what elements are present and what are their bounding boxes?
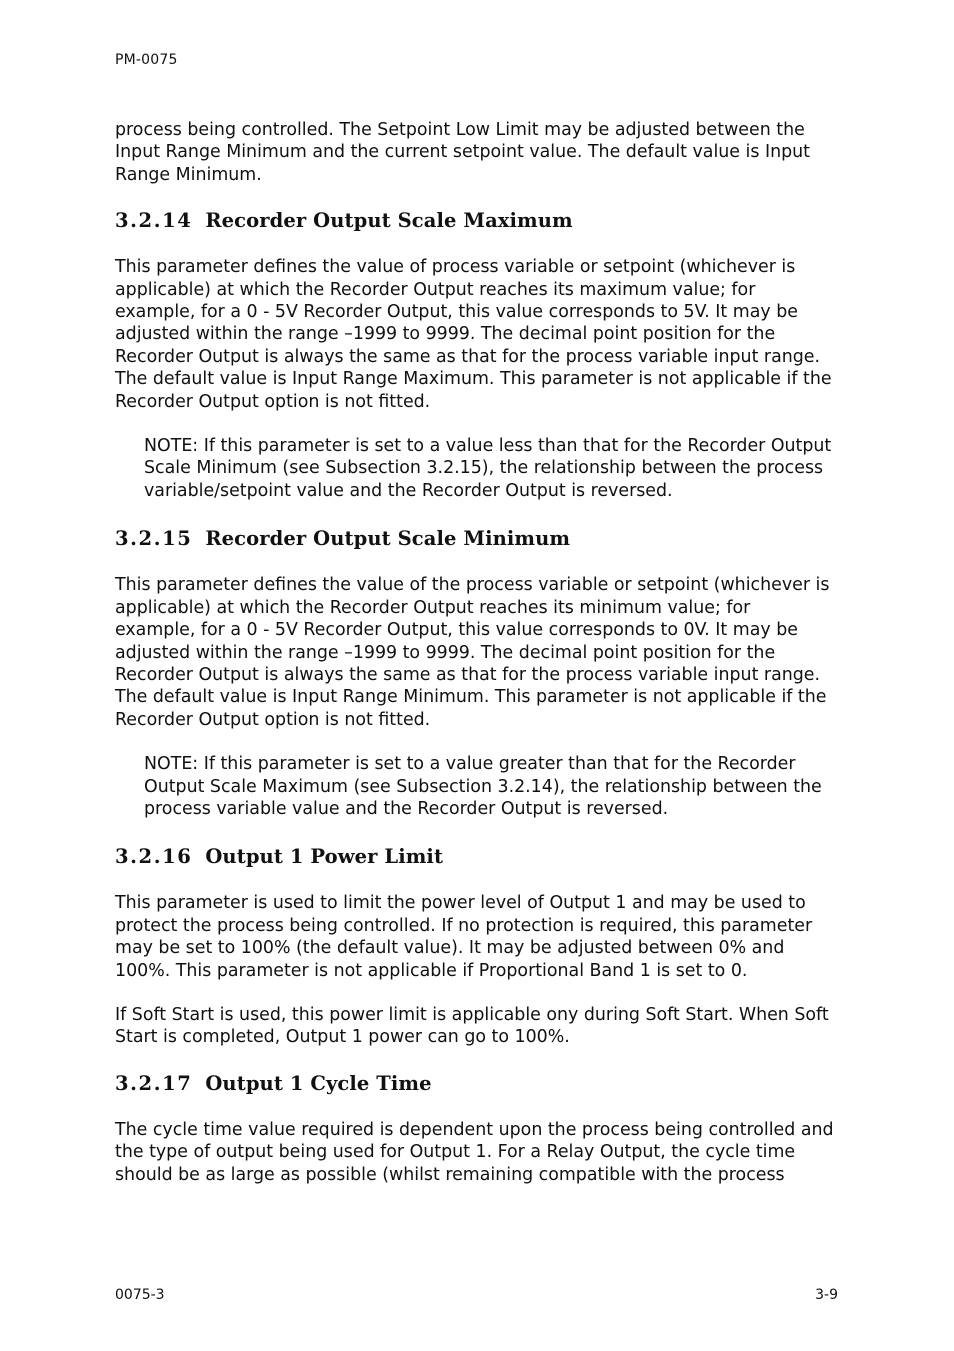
section-number: 3.2.15 xyxy=(115,527,193,551)
page-header-doc-id: PM-0075 xyxy=(115,52,178,68)
section-title: Output 1 Power Limit xyxy=(205,845,444,869)
section-title: Recorder Output Scale Minimum xyxy=(205,527,571,551)
section-3-2-14-paragraph: This parameter defines the value of process variable or setpoint (whichever is applicable) at which the Recorder Output reaches its maximum value; for example, for a 0 - 5V Recorder Output, this value corresponds to 5V. It may be adjusted within the range –1999 to 9999. The decimal point position for the Recorder Output is always the same as that for the process variable input range. The default value is Input Range Maximum. This parameter is not applicable if the Recorder Output option is not fitted. xyxy=(115,257,832,412)
section-3-2-15-note: NOTE: If this parameter is set to a value greater than that for the Recorder Output Scale Maximum (see Subsection 3.2.14), the relationship between the process variable value and the Recorder Output is reversed. xyxy=(144,754,822,819)
section-3-2-15-paragraph: This parameter defines the value of the process variable or setpoint (whichever is applicable) at which the Recorder Output reaches its minimum value; for example, for a 0 - 5V Recorder Output, this value corresponds to 0V. It may be adjusted within the range –1999 to 9999. The decimal point position for the Recorder Output is always the same as that for the process variable input range. The default value is Input Range Minimum. This parameter is not applicable if the Recorder Output option is not fitted. xyxy=(115,575,830,730)
section-3-2-16-paragraph-2: If Soft Start is used, this power limit is applicable ony during Soft Start. When Soft Start is completed, Output 1 power can go to 100%. xyxy=(115,1004,829,1048)
section-title: Recorder Output Scale Maximum xyxy=(205,209,573,233)
section-heading-3-2-15 xyxy=(115,526,835,552)
section-title: Output 1 Cycle Time xyxy=(205,1071,432,1095)
page-content xyxy=(115,119,835,1208)
page-footer-page-number: 3-9 xyxy=(815,1287,838,1303)
intro-paragraph: process being controlled. The Setpoint Low Limit may be adjusted between the Input Range Minimum and the current setpoint value. The default value is Input Range Minimum. xyxy=(115,120,810,185)
section-heading-3-2-14 xyxy=(115,208,835,234)
section-3-2-14-note: NOTE: If this parameter is set to a value less than that for the Recorder Output Scale Minimum (see Subsection 3.2.15), the relationship between the process variable/setpoint value and the Recorder Output is reversed. xyxy=(144,436,832,501)
section-3-2-17-paragraph: The cycle time value required is dependent upon the process being controlled and the type of output being used for Output 1. For a Relay Output, the cycle time should be as large as possible (whilst remaining compatible with the process xyxy=(115,1119,834,1185)
page-footer-doc-code: 0075-3 xyxy=(115,1287,165,1303)
section-heading-3-2-17 xyxy=(115,1071,835,1097)
section-3-2-16-paragraph-1: This parameter is used to limit the power level of Output 1 and may be used to protect the process being controlled. If no protection is required, this parameter may be set to 100% (the default value). It may be adjusted between 0% and 100%. This parameter is not applicable if Proportional Band 1 is set to 0. xyxy=(115,893,813,981)
section-number: 3.2.16 xyxy=(115,845,193,869)
section-heading-3-2-16 xyxy=(115,844,835,870)
section-number: 3.2.14 xyxy=(115,209,193,233)
section-number: 3.2.17 xyxy=(115,1071,193,1095)
